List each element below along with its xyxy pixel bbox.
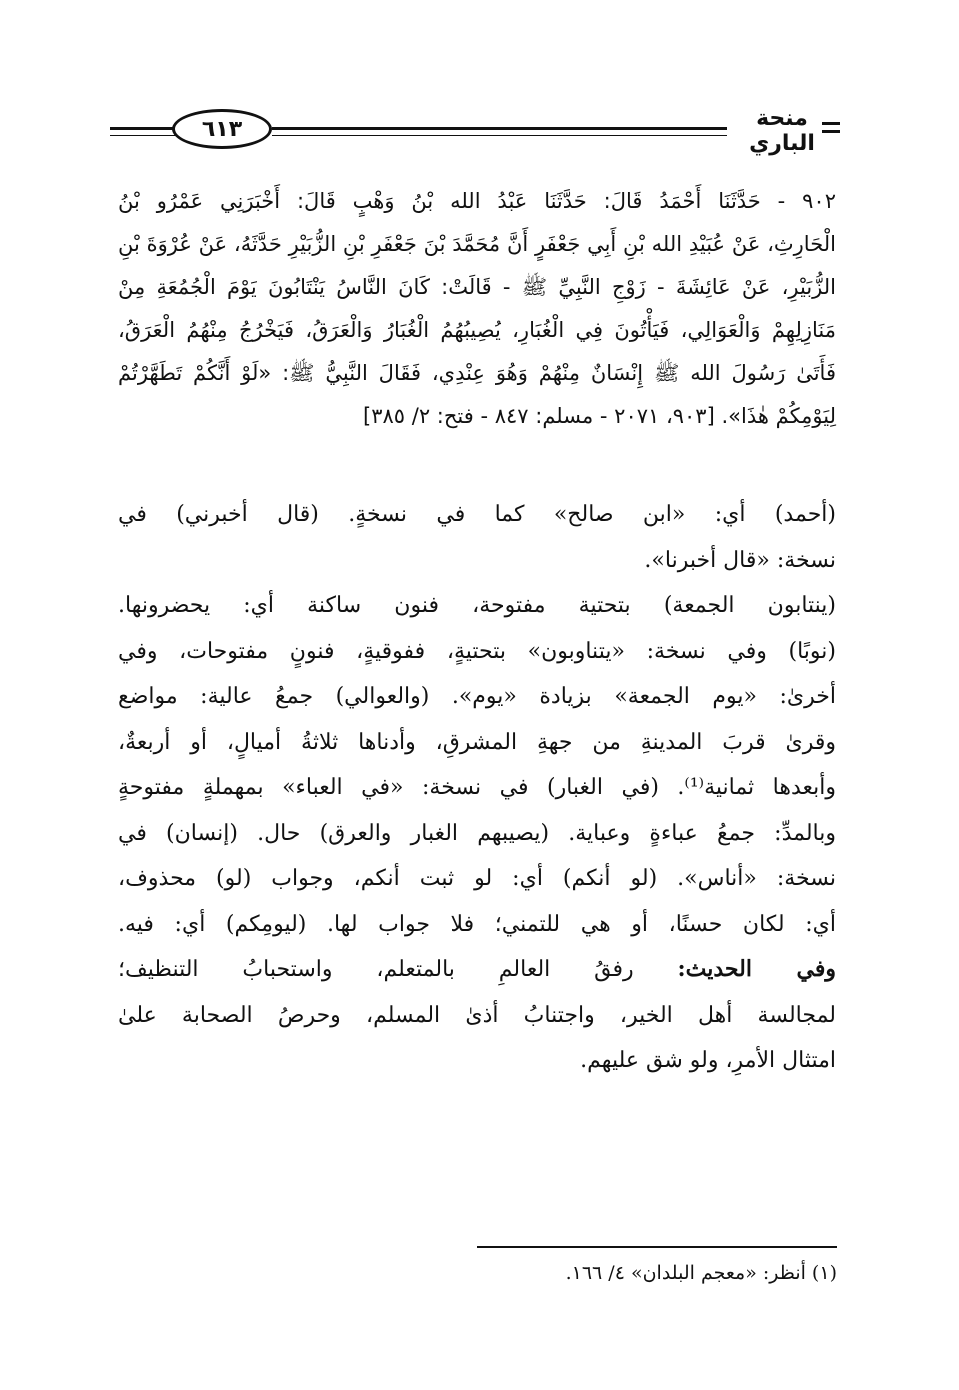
benefits-line bbox=[118, 947, 836, 993]
commentary-line: وأبعدها ثمانية⁽¹⁾. (في الغبار) في نسخة: «في العباء» بمهملةٍ مفتوحةٍ bbox=[118, 775, 837, 800]
commentary-line: أي: لكان حسنًا، أو هي للتمني؛ فلا جواب لها. (ليومِكم) أي: فيه. bbox=[118, 911, 836, 937]
commentary-text bbox=[118, 492, 836, 1084]
hadith-line: فَأَتَىٰ رَسُولَ الله ﷺ إِنْسَانٌ مِنْهُمْ وَهُوَ عِنْدِي، فَقَالَ النَّبِيُّ ﷺ: «لَوْ أَنَّكُمْ تَطَهَّرْتُمْ bbox=[118, 361, 836, 385]
footnote-separator bbox=[477, 1246, 837, 1248]
commentary-line: (نوبًا) وفي نسخة: «يتناوبون» بتحتيةٍ، ففوقيةٍ، فنونٍ مفتوحات، وفي bbox=[118, 638, 836, 664]
commentary-line: وبالمدِّ: جمعُ عباءةٍ وعباية. (يصيبهم الغبار والعرق) حال. (إنسان) في bbox=[118, 820, 836, 846]
commentary-line: نسخة: «قال أخبرنا». bbox=[644, 547, 836, 573]
benefits-line: امتثال الأمرِ، ولو شق عليهم. bbox=[580, 1048, 836, 1073]
commentary-line: نسخة: «أناس». (لو أنكم) أي: لو ثبت أنكم، وجواب (لو) محذوف، bbox=[118, 866, 836, 891]
hadith-text bbox=[118, 180, 836, 438]
benefits-line: لمجالسة أهل الخير، واجتنابُ أذىٰ المسلم، وحرصُ الصحابة علىٰ bbox=[118, 1002, 836, 1028]
hadith-line: ٩٠٢ - حَدَّثَنَا أَحْمَدُ قَالَ: حَدَّثَنَا عَبْدُ الله بْنُ وَهْبٍ قَالَ: أَخْبَرَنِي عَمْرُو بْنُ bbox=[118, 189, 836, 213]
hadith-line: لِيَوْمِكُمْ هٰذَا». [٩٠٣، ٢٠٧١ - مسلم: ٨٤٧ - فتح: ٢/ ٣٨٥] bbox=[363, 404, 836, 428]
commentary-line: وقرىٰ قربَ المدينةِ من جهةِ المشرقِ، وأدناها ثلاثةُ أميالٍ، أو أربعةٌ، bbox=[118, 729, 836, 755]
footnote: (١) أنظر: «معجم البلدان» ٤/ ١٦٦. bbox=[565, 1262, 837, 1284]
header-rule bbox=[822, 122, 840, 125]
header-rule bbox=[822, 130, 840, 133]
header-rule bbox=[272, 127, 727, 130]
page-number-text: ٦١٣ bbox=[201, 116, 243, 142]
running-title: منحة الباري bbox=[749, 106, 815, 156]
benefits-text: رفقُ العالمِ بالمتعلم، واستحبابُ التنظيف؛ bbox=[118, 957, 678, 982]
header-rule bbox=[272, 135, 727, 136]
hadith-line: مَنَازِلِهِمْ وَالْعَوَالِي، فَيَأْتُونَ فِي الْغُبَارِ، يُصِيبُهُمُ الْغُبَارُ وَالْعَرَقُ، فَيَخْرُجُ مِنْهُمُ الْعَرَقُ، bbox=[118, 318, 836, 342]
commentary-line: (ينتابون الجمعة) بتحتية مفتوحة، فنون ساكنة أي: يحضرونها. bbox=[118, 593, 836, 618]
benefits-heading: وفي الحديث: bbox=[677, 956, 836, 982]
commentary-line: أخرىٰ: «يوم الجمعة» بزيادة «يوم». (والعوالي) جمعُ عالية: مواضع bbox=[118, 684, 836, 709]
page-number bbox=[172, 109, 272, 149]
hadith-line: الزُّبَيْرِ، عَنْ عَائِشَةَ - زَوْجِ النَّبِيِّ ﷺ - قَالَتْ: كَانَ النَّاسُ يَنْتَابُونَ يَوْمَ الْجُمُعَةِ مِنْ bbox=[118, 275, 836, 299]
hadith-line: الْحَارِثِ، عَنْ عُبَيْدِ الله بْنِ أَبِي جَعْفَرٍ أَنَّ مُحَمَّدَ بْنَ جَعْفَرِ بْنِ الزُّبَيْرِ حَدَّثَهُ، عَنْ عُرْوَةَ بْنِ bbox=[118, 232, 836, 256]
page-header bbox=[110, 106, 840, 162]
commentary-line: (أحمد) أي: «ابن صالح» كما في نسخةٍ. (قال أخبرني) في bbox=[118, 502, 836, 527]
